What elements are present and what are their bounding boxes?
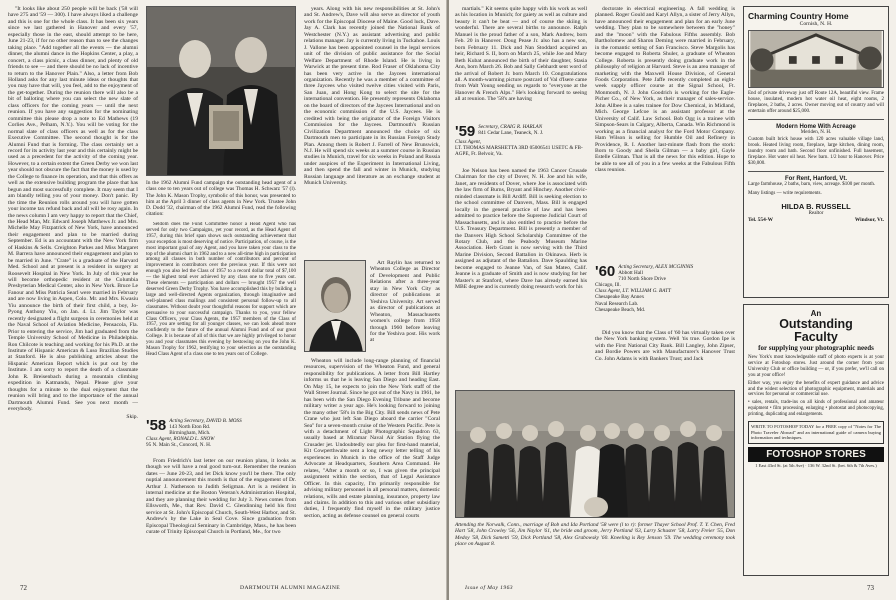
class-58-year: '58 xyxy=(146,417,167,434)
class-60-text: Did you know that the Class of '60 has virtually taken over the New York banking system. Well 'tis true. Gordon Ipe is with the First National City Bank. Bill Langley, John Zipser, and Bordie Powers are with Manufacturer's Hanover Trust Co. John Adams is with Bankers Trust; and Jack xyxy=(595,330,735,362)
ad-modern-place: Meriden, N. H. xyxy=(800,129,832,135)
class-60-agent-address-2: Naval Research Lab. xyxy=(595,300,639,307)
fotoshop-coupon xyxy=(748,421,884,443)
left-column-1-signoff: Skip. xyxy=(126,413,138,420)
fotoshop-title-2: Faculty xyxy=(794,330,838,344)
fotoshop-coupon-text: WRITE TO FOTOSHOP TODAY for a FREE copy of "Notes for The Photo Traveler Abroad" and an international guide of camera buying information and techniques. xyxy=(751,424,881,441)
ad-modern-body: Custom built brick house with 120 acres valuable village land, brook. Heated living room, fireplace, large kitchen, dining room, laundry room and bath. Second floor unfinished. Full basement, fireplace. Hot water oil heat. New barn. 1/2 hour to Hanover. Price $30,000. xyxy=(748,136,884,166)
class-58-header xyxy=(146,418,296,448)
left-column-3-text: years. Along with his new responsibilities at St. John's and St. Andrew's, Dave will also serve as director of youth work for the Episcopal Diocese of Maine. Good luck, Dave. Jay A. Clark has recently joined the National Bank of Westchester (N.Y.) as assistant advertising and public relations manager. Jay is currently living in Tuckahoe. Louis J. Vallone has been appointed counsel in the legal services unit of the division of public assistance for the Social Welfare Department of Rhode Island. He is living in Warwick at the present time. Rod Fraser of Oklahoma City has been very active in the Jaycees international organization. Recently he was a member of a committee of three Jaycees who visited twelve cities visited with Paris, San Juan, and Hong Kong to select the site for the international convention. He presently represents Oklahoma on the board of directors of the Jaycees International and on the economic commission of the U.S. Jaycees. He is credited with being the originator of the Foreign Visitors Commission for the Jaycees. Dartmouth's Russian Civilization Department announced the choice of six Dartmouth men to participate in its Russian Foreign Study Plan. Among them is Robert J. Farrell of New Brunswick, N.J. He will spend six weeks at a summer course in Russian studies in Munich, travel for six weeks in Poland and Russia under auspices of the Experiment in International Living, and then spend the fall and winter in Munich, studying Russian language and literature as an exchange student at Munich University. xyxy=(304,6,440,187)
left-column-3 xyxy=(304,6,440,256)
class-59-agent: Class Agent, xyxy=(455,139,482,145)
left-column-3-continued xyxy=(304,358,440,568)
right-page-footer: Issue of May 1963 xyxy=(465,585,513,591)
fotoshop-subtitle: for supplying your photographic needs xyxy=(758,344,874,352)
ad-divider-1 xyxy=(748,119,884,120)
ad-house-photo xyxy=(748,30,884,88)
ad-realtor-tel: Tel. 554-W xyxy=(748,216,773,223)
portrait-side-paragraph: Art Raylin has returned to Wheaton College as Director of Development and Public Relations after a three-year stay in New York City as director of publications at Yeshiva University. Art served as director of publications at Wheaton, Massachusetts women's college from 1958 through 1960 before leaving for the Yeshiva post. His work at xyxy=(370,260,440,344)
ad-charming-title: Charming Country Home xyxy=(748,11,849,21)
portrait-photo xyxy=(304,260,366,352)
class-60-address-3: Chicago, Ill. xyxy=(595,282,621,289)
class-59-secretary: Secretary, CRAIG R. HARLAN xyxy=(478,124,543,130)
fotoshop-logo: FOTOSHOP STORES xyxy=(748,447,884,462)
class-58-secretary: Acting Secretary, DAVID B. MOSS xyxy=(169,418,242,424)
class-60-agent-address-3: Chesapeake Beach, Md. xyxy=(595,306,646,313)
left-page xyxy=(0,0,447,600)
ad-realtor-name: HILDA B. RUSSELL xyxy=(781,201,851,211)
fotoshop-title-1: Outstanding xyxy=(779,317,853,331)
right-column-1-text: martials." Kit seems quite happy with his work as well as his location in Munich; for gaiety as well as culture and beauty it can't be beat — and of course the skiing is wonderful. There are several births to announce. Ralph Manuel is the proud father of a son, Mark Andrew, born Feb. 20 in Hanover. Doug Pease Jr. also has a new son, born February 11. Dick and Nan Stoddard acquired an heir, Richard S. II, born on March 25, while Joe and Mary Beth Kubat announced the birth of their daughter, Stasia Ann, born March 26. Bob and Sally Gebhardt sent word of the arrival of Robert Jr. born March 10. Congratulations all. A month-warming picture postcard of Val d'Isere came from Walt Young sending us regards to "everyone at the Hanover & French Alps." He's looking forward to seeing all at reunion. The '58's are having xyxy=(455,6,587,103)
class-58-agent: Class Agent, RONALD L. SNOW xyxy=(146,436,215,443)
fotoshop-body-2: Either way, you enjoy the benefits of expert guidance and advice and the widest selection of photographic equipment, materials and services for personal or commercial use. xyxy=(748,380,884,398)
class-59-address: 841 Cedar Lane, Teaneck, N. J. xyxy=(478,130,544,137)
wedding-group-caption: Attending the Norwalk, Conn., marriage of Bob and Ida Portland '58 were (l to r): former Thayer School Prof. T. Y. Chen, Fred Hart '58, John Crowley '56, Jim Naylor '61, the bride and groom, Jerry Portland '63, Larry Schuster '58, Larry Freier '55, Don Medoy '58, Dick Sametti '59, Dick Portland '58, Alex Grabowsky '60. Kneeling is Rey Jenson '59. The wedding ceremony took place on August 8. xyxy=(455,522,735,547)
ad-modern-title: Modern Home With Acreage xyxy=(776,123,856,130)
fotoshop-body-1: New York's most knowledgeable staff of photo experts is at your service at Fotoshop stores. Just around the corner from your University Club or office building — or, if you prefer, we'll call on you at your office! xyxy=(748,355,884,378)
wedding-group-photo xyxy=(455,390,735,518)
right-column-1 xyxy=(455,6,587,116)
left-column-1-text: "It looks like about 250 people will be back ('58 will have 275 and '59 — 300). I have always liked a challenge and this is one for the whole class. It has been six years since we last gathered in Hanover and every '57, especially those in the east, should attempt to be here, June 21-23, if for no other reason than to see the changes taking place. "Add together all the events — the alumni dinner, the alumni dance in the Hopkins Center, a play, a concert, a class picnic, a class dinner, and plenty of old friends to see — and there should be no lack of incentive to return to the Hanover Plain." Also, a letter from Bob Holland asks for any last minute ideas or thoughts that you may have that will, you feel, add to the enjoyment of the get-together. During the reunion there will also be a bit of balloting where you can select the new slate of class officers for the coming years — until the next reunion. If you have any suggestion for the nominating committee this please drop a note to Ed Mathews (19 Corlies Ave., Pelham, N.Y.). You will be voting for the normal slate of class officers as well as for the class Executive Committee. The second thought is for the Alumni Fund that is forming. The class certainly set a record for its activity last year and this certainly might be used as a precedent for the activity of the coming year. However, to a certain extent the Green Derby we won last year should not obscure the fact that the money is used by the College to finance its operation, and that this offers as well as the extensive building program the place that has begun and most successfully complete. It may seem that I am blandly telling you of your money. Don't panic. By the time the Reunion rolls around you will have gotten your income tax refund back and all will be rosy again. In the news column I am very happy to report that the Chief, the Head Man, Mr. Edward Joseph Matthews Jr. and Mrs. Michelle May Fitzpatrick of New York, have announced their engagement and plan to be married during September. Ed is an accountant with the New York firm of Haskins & Sells. Creighton Parkes and Miss Margaret M. Barrera have announced their engagement and plan to be married in June. "Crate" is a graduate of the Harvard Med. School and at present is a resident in surgery at Roosevelt Hospital in New York. In July of this year he will become orthopedic resident at the Columbia Presbyterian Medical Center, also in New York. Bruce Le Fanour and Miss Patricia Searl were married in February and are now living in Aspen, Colo. Mr. and Mrs. Kwasiu Yiu announce the birth of their first child, a boy, Jo-Pyong Anthony Yiu, on Jan. 4. Lt. Jim Taylor was recently designated a flight surgeon in ceremonies held at the Naval School of Aviation Medicine, Pensacola, Fla. Prior to entering the service, Jim had graduated from the Temple University School of Medicine in Philadelphia. Ron Chilcote is teaching and working for his Ph.D. at the Institute of Hispanic American & Luso Brazilian Studies at Stanford. He is also publishing articles about the Hispanic American Report which is put out by the Institute. I am sorry to report the death of a classmate John R. Breisenbach during a mountain climbing expedition in Katmandu, Nepal. Please give your thoughts for a minute to the dual enjoyment that the reunion will bring and to the importance of the annual Dartmouth Alumni Fund. See you next month — everybody. xyxy=(8,6,138,413)
citation-text: Seldom does the Fund Committee honor a Head Agent who has served for only two Campaigns, yet your record, as the Head Agent of 1957, during this brief span shows such outstanding achievement that your exception is most deserving of notice. Participation, of course, is the most important goal of any Agent, and you have taken your class to the top of the alumni chart in 1962 and to a new all-time high in participation among all classes in both number of contributors and percent of improvement in contributors over the previous year. If this were not enough you also led the Class of 1957 to a record dollar total of $7,100 — the highest total ever achieved by any class one to five years out. These elements — participation and dollars — brought 1957 the well deserved Green Derby Trophy. You have accomplished this by building a large and well-directed Agents organization, through imaginative and well-planned class mailings and consistent personal follow-up to all classmates. Without doubt your thoughtful reasons for support which are persuasive to your successful campaign. Thanks to you, your fellow Class Officers, your Class Agents, the 1957 members of the Class of 1957, you are setting for all younger classes, we can look ahead more confidently to the future of the annual Alumni Fund and of our great College. It is because of all of this that we are highly privileged to honor you and your classmates this evening by bestowing on you the John K. Mason Trophy for 1962, testifying to your selection as the outstanding Head Class Agent of a class one to ten years out of College. xyxy=(146,222,296,357)
class-59-column xyxy=(455,168,587,386)
right-column-2 xyxy=(595,6,735,260)
left-column-3-continued-text: Wheaton will include long-range planning of financial resources, supervision of the Wheaton Fund, and general responsibility for publications. A letter from Bill Hartley informs us that he is leaving San Diego and heading East. On May 15, he expects to join the New York staff of the Wall Street Journal. Since he got out of the Navy in 1961, he has been with the San Diego Evening Tribune and become military writer a year ago. He's looking forward to joining the many other '58's in the Big City. Bill sends news of Pete Crane who just left San Diego aboard the carrier "Coral Sea" for a seven-month cruise of the Western Pacific. Pete is with a detachment of Light Photographic Squadron 63, usually based at Miramar Naval Air Station flying the Crusader jet. Undoubtedly our plea for first-hand material, Kit Cowperthwaite sent a long newsy letter telling of his experiences in Munich in the office of the Staff Judge Advocate at Headquarters, Southern Area Command. He relates, "After a month or so, I was given the principal assignment within the section, that of Legal Assistance Officer. In this capacity, I'm primarily responsible for advising military personnel in all personal matters, domestic relations, wills and estate planning, insurance, property law and claims. In addition to this and various other subsidiary duties, I frequently find myself in the military justice section, acting as defense counsel on general courts xyxy=(304,358,440,519)
class-60-address-2: 710 North Shore Drive xyxy=(618,276,666,283)
left-page-footer: DARTMOUTH ALUMNI MAGAZINE xyxy=(240,585,341,591)
class-59-text: Joe Nelson has been named the 1963 Cancer Crusade Chairman for the city of Dover, N. H. Joe and his wife, Janet, are residents of Dover, where Joe is associated with the law firm of Burns, Bryant and Hinchey. Another civic-minded classmate is Bill Ardiff. Bill is seeking election to the school committee of Danvers, Mass. Bill is engaged locally in the general practice of law and has been admitted to practice before the Supreme Judicial Court of Massachusetts, and is also entitled to practice before the U.S. Treasury Department. Bill is presently a member of the Danvers High School Scholarship Committee of the Rotary Club, and the Peabody Museum Marine Association. Herb Grant is now serving with the Third Marine Division, Second Battalion in Okinawa. Herb is assigned as adjutant of the Battalion. Dave Spaulding has become engaged to Jeanne Van, of San Mateo, Calif. Jeanne is a graduate of Smith and is now studying for her Master's at Stanford, where Dave has already earned his MBE degree and is currently doing research work for his xyxy=(455,168,587,291)
ad-divider-2 xyxy=(748,171,884,172)
ad-realtor-role: Realtor xyxy=(808,210,824,216)
ad-rent-title: For Rent, Hanford, Vt. xyxy=(785,175,847,182)
class-60-header xyxy=(595,264,735,313)
ad-charming-body: End of private driveway just off Route 12A, beautiful view. Frame house, insulated, modern hot water oil heat, eight rooms, 2 fireplaces, 2 baths, 2 acres. Owner moving out of country and will entertain offer around $25,000. xyxy=(748,91,884,114)
ad-many-listings: Many listings — write requirements. xyxy=(748,190,822,196)
award-photo xyxy=(146,6,296,176)
class-59-header xyxy=(455,124,587,157)
ad-realtor-contact xyxy=(748,217,884,223)
award-photo-caption: In the 1962 Alumni Fund campaign the outstanding head agent of a class one to ten years out of college was Thomas H. Schwarz '57 (l). The John K. Mason Trophy, symbolic of this honor, was presented to him at the April 3 dinner of class agents in New York. Trustee John D. Dodd '32, chairman of the 1962 Alumni Fund, read the following citation: xyxy=(146,180,296,218)
award-photo-image xyxy=(147,7,296,176)
wedding-group-photo-image xyxy=(456,391,735,518)
left-page-number: 72 xyxy=(20,584,27,592)
fotoshop-an: An xyxy=(810,309,822,318)
right-column-2-text: doctorate in electrical engineering. A fall wedding is planned. Roger Gould and Karyl Allyn, a sister of Jerry Allyn, have announced their engagement and plan for an early June wedding. They plan to be somewhere between the "honey" and the "moon" with the Fabulous Fifths assembly. Bob Bartholomew and Sharon Deming were married in February, in the romantic setting of San Francisco. Steve Margolis has become engaged to Roberta Shuler, a graduate of Wheaton College. Roberta is presently doing graduate work in the philosophy of religion at Harvard. Steve is an area manager of marketing with the Maxwell House Division, of General Foods Corporation. Pete Jaffe recently completed an eight-week supply officer course at the Signal School, Ft. Monmouth, N. J. John Goodrich is working for the Eagle-Picher Co., of New York, as their manager of sales-service. John Allbee is a sales trainee for Dow Chemical, in Midland, Mich. George Lefcoe is an assistant professor at the University of Calif. Law School. Bob Ogg is a trainee with Simpson-Sears in Calgary, Alberta, Canada. Win Richmond is working as a financial analyst for the Ford Motor Company. Ham Wilson is selling for Humble Oil and Refinery in Providence, R. I. Another last-minute flash from the stork: Born to Goody and Sheila Gilman — a baby girl, Gayle Estelle Gilman. That is all the news for this edition. Hope to be able to see all of you in a few weeks at the Fabulous Fifth class reunion. xyxy=(595,6,735,174)
class-58-agent-address: 95 N. Main St., Concord, N. H. xyxy=(146,442,212,449)
left-column-2 xyxy=(146,222,296,416)
left-column-1 xyxy=(8,6,138,546)
class-58-address-2: Birmingham, Mich. xyxy=(169,430,211,437)
fotoshop-ad xyxy=(743,304,889,576)
portrait-side-text xyxy=(370,260,440,356)
ad-realtor-town: Windsor, Vt. xyxy=(854,216,884,223)
class-58-address-1: 143 North Eton Rd. xyxy=(169,424,211,431)
class-60-secretary: Acting Secretary, ALEX MCGINNIS xyxy=(618,264,694,270)
fotoshop-address: 1 East 43rd St. (at 5th Ave) · 136 W. 32nd St. (bet. 6th & 7th Aves.) xyxy=(755,462,877,468)
fotoshop-services: • sales, rentals, trade-ins on all kinds of professional and amateur equipment • film processing, enlarging • photostat and photocopying, printing, duplicating and enlargements. xyxy=(748,400,884,417)
class-60-agent-address-1: Chesapeake Bay Annex xyxy=(595,294,645,301)
class-60-agent: Class Agent, LT. WILLIAM G. BATT xyxy=(595,288,671,295)
class-59-year: '59 xyxy=(455,123,476,140)
portrait-photo-image xyxy=(305,261,366,352)
real-estate-ad xyxy=(743,6,889,298)
right-page xyxy=(449,0,896,600)
class-59-agent-address: LT. THOMAS MARSHETTA 3RD 05006541 USETC & FB-AGPE, Ft. Belvoir, Va. xyxy=(455,145,583,158)
ad-rent-body: Large farmhouse, 2 baths, barn, view, acreage. $100 per month. xyxy=(748,181,876,187)
class-58-column xyxy=(146,458,296,566)
class-58-text: From Friedrich's last letter on our reunion plans, it looks as though we will have a real good turn-out. Remember the reunion dates — June 20-23, and let Dick know you'll be there. The only nuptial announcement this month is that of the engagement of Dr. Arthur J. Nathenson to Judith Seligman. Art is a resident in internal medicine at the Boston Veteran's Administration Hospital, and they are planning their wedding for July 3. News comes from Ellsworth, Me., that Rev. David C. Glendinning held his first service at St. John's Episcopal Church, South-West Harbor, and St. Andrew's by the Lake in Seal Cove. Since graduation from Episcopal Theological Seminary in Cambridge, Mass., he has been curate of Trinity Episcopal Church in Portland, Me., for two xyxy=(146,458,296,535)
class-60-year: '60 xyxy=(595,263,616,280)
ad-charming-place: Cornish, N. H. xyxy=(799,21,833,27)
class-60-column xyxy=(595,330,735,386)
right-page-number: 73 xyxy=(867,584,874,592)
class-60-address-1: Abbott Hall xyxy=(618,270,643,277)
